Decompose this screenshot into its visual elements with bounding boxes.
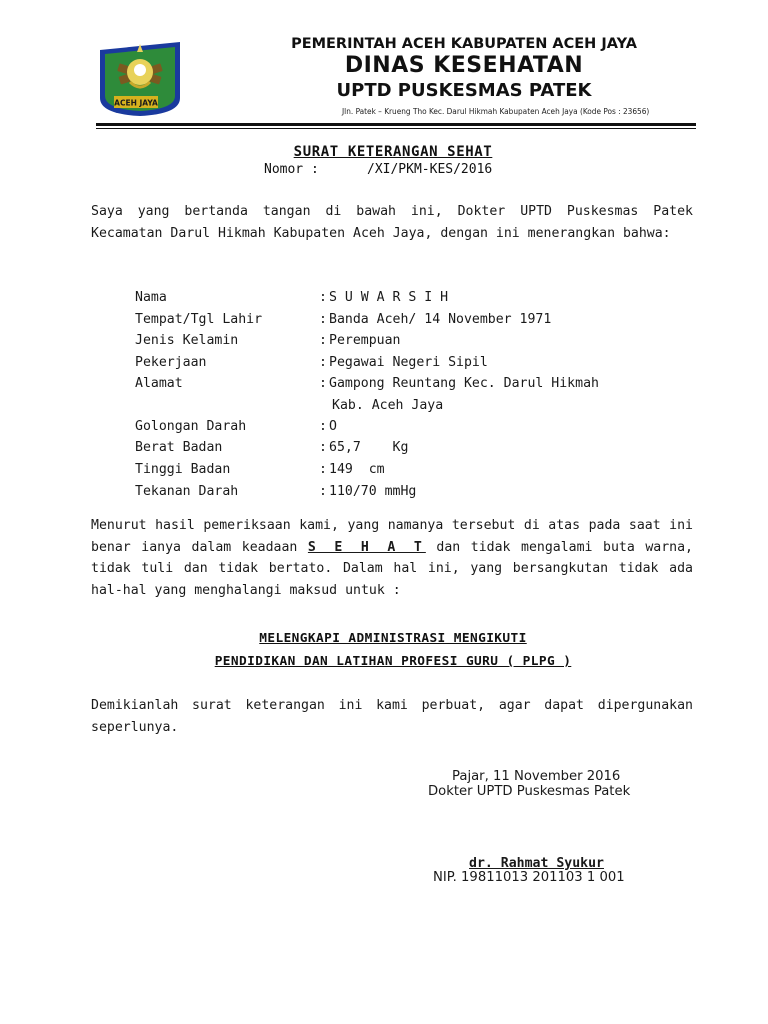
patient-row-label: Alamat <box>135 376 183 391</box>
patient-row-separator: : <box>319 376 327 391</box>
closing-paragraph: Demikianlah surat keterangan ini kami perbuat, agar dapat dipergunakan seperlunya. <box>91 698 693 735</box>
patient-row-separator: : <box>319 440 327 455</box>
result-paragraph <box>91 515 693 601</box>
patient-row-separator: : <box>319 462 327 477</box>
patient-row-label: Pekerjaan <box>135 355 207 370</box>
signatory-nip: NIP. 19811013 201103 1 001 <box>433 870 625 885</box>
result-text-before: Menurut hasil pemeriksaan kami, yang namanya tersebut di atas pada saat ini benar ianya dalam keadaan <box>91 518 693 555</box>
patient-row-label: Berat Badan <box>135 440 223 455</box>
patient-row-value: Banda Aceh/ 14 November 1971 <box>329 312 552 327</box>
patient-row-label: Tempat/Tgl Lahir <box>135 312 263 327</box>
purpose-line-1: MELENGKAPI ADMINISTRASI MENGIKUTI <box>259 631 527 646</box>
health-status: S E H A T <box>307 539 426 555</box>
patient-row-label: Jenis Kelamin <box>135 333 239 348</box>
letterhead-agency: DINAS KESEHATAN <box>344 53 584 78</box>
patient-row-label: Nama <box>135 290 167 305</box>
patient-row-label: Tekanan Darah <box>135 484 239 499</box>
letter-number-label: Nomor : <box>264 162 319 177</box>
patient-row-value: Perempuan <box>329 333 401 348</box>
letterhead-divider-thick <box>96 123 696 126</box>
letterhead-divider-thin <box>96 128 696 129</box>
signature-role: Dokter UPTD Puskesmas Patek <box>428 784 631 799</box>
intro-paragraph: Saya yang bertanda tangan di bawah ini, Dokter UPTD Puskesmas Patek Kecamatan Darul Hikmah Kabupaten Aceh Jaya, dengan ini menerangkan bahwa: <box>91 204 693 241</box>
purpose-line-2: PENDIDIKAN DAN LATIHAN PROFESI GURU ( PLPG ) <box>214 654 572 669</box>
patient-row-separator: : <box>319 355 327 370</box>
patient-row-separator: : <box>319 290 327 305</box>
patient-row-value: 65,7 Kg <box>329 440 409 455</box>
patient-row-label: Tinggi Badan <box>135 462 231 477</box>
patient-row-value: 110/70 mmHg <box>329 484 417 499</box>
logo-text: ACEH JAYA <box>114 98 158 108</box>
patient-row-value: Pegawai Negeri Sipil <box>329 355 488 370</box>
patient-row-separator: : <box>319 333 327 348</box>
patient-row-value: Gampong Reuntang Kec. Darul Hikmah <box>329 376 599 391</box>
result-text-after: dan tidak mengalami buta warna, tidak tuli dan tidak bertato. Dalam hal ini, yang bersangkutan tidak ada hal-hal yang menghalangi maksud untuk : <box>91 539 693 598</box>
letter-title: SURAT KETERANGAN SEHAT <box>293 144 493 160</box>
patient-row-value: O <box>329 419 337 434</box>
signatory-name: dr. Rahmat Syukur <box>469 856 604 871</box>
patient-address-line2: Kab. Aceh Jaya <box>332 398 444 413</box>
patient-row-separator: : <box>319 484 327 499</box>
letter-number-value: /XI/PKM-KES/2016 <box>367 162 493 177</box>
letterhead-unit: UPTD PUSKESMAS PATEK <box>336 80 592 101</box>
aceh-jaya-emblem-icon <box>96 36 184 118</box>
signature-place-date: Pajar, 11 November 2016 <box>452 769 621 784</box>
patient-row-separator: : <box>319 312 327 327</box>
letterhead-address: Jln. Patek – Krueng Tho Kec. Darul Hikmah Kabupaten Aceh Jaya (Kode Pos : 23656) <box>342 106 650 116</box>
patient-row-value: 149 cm <box>329 462 385 477</box>
letterhead-government: PEMERINTAH ACEH KABUPATEN ACEH JAYA <box>291 36 637 52</box>
patient-row-value: S U W A R S I H <box>329 290 449 305</box>
patient-row-separator: : <box>319 419 327 434</box>
patient-row-label: Golongan Darah <box>135 419 247 434</box>
